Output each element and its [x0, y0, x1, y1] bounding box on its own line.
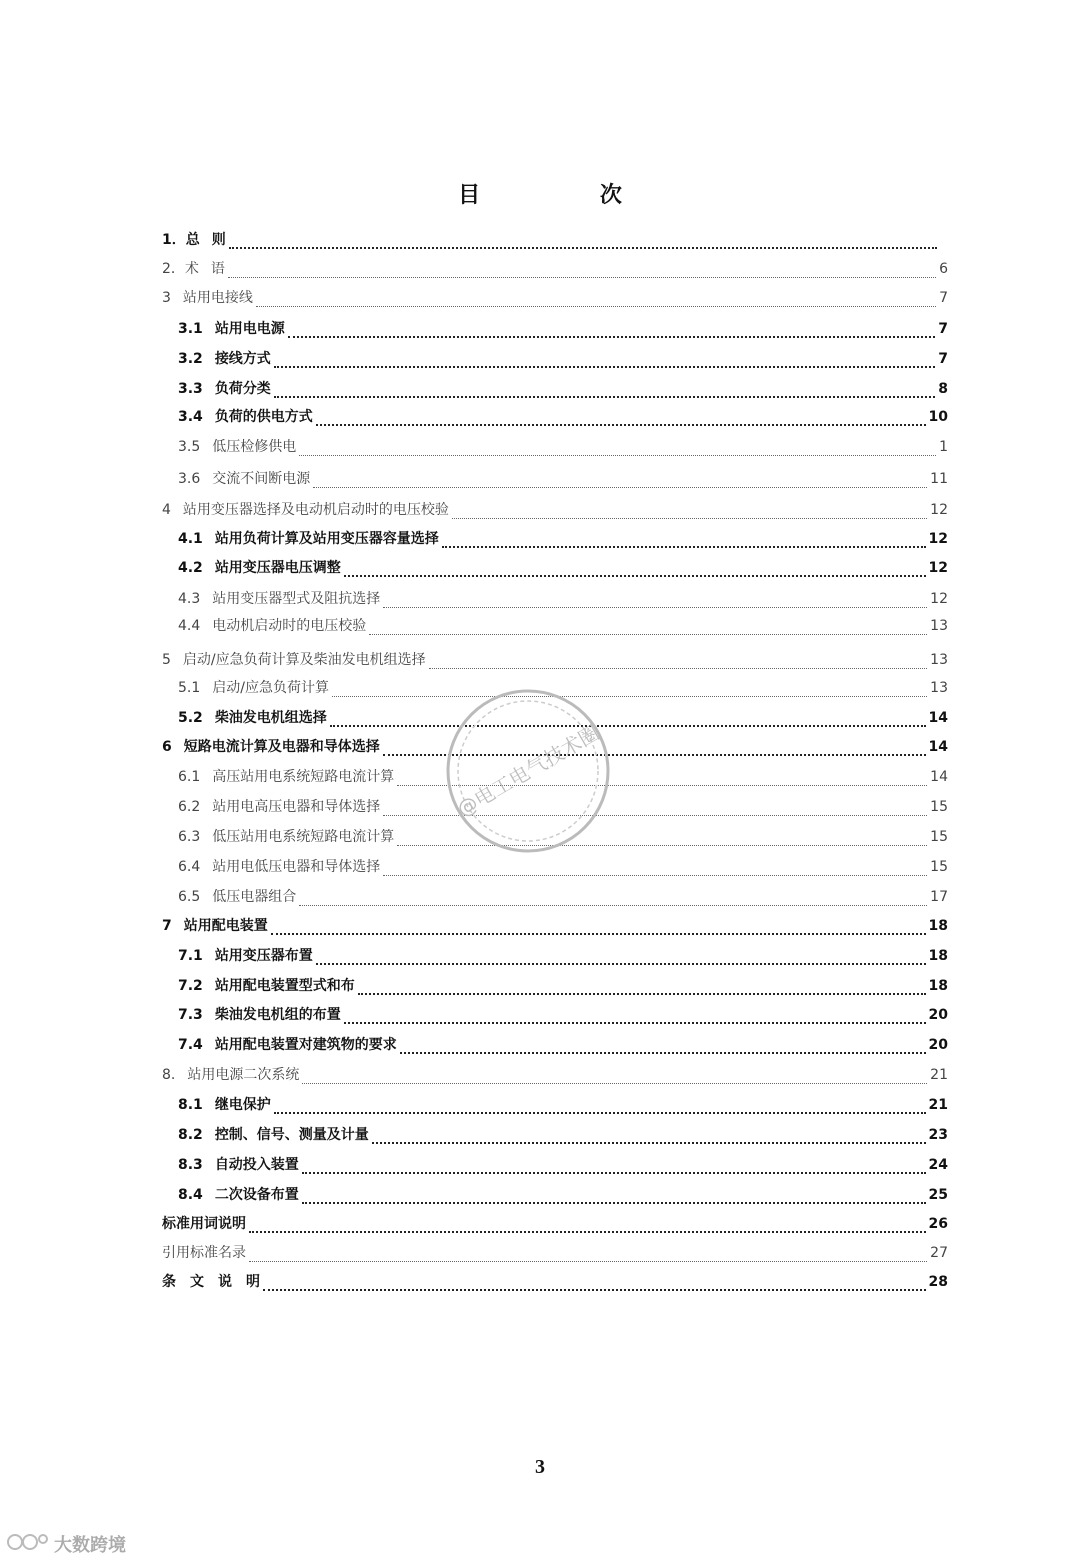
- toc-entry-leader: [249, 1245, 927, 1262]
- toc-entry-leader: [274, 380, 935, 398]
- toc-entry[interactable]: [178, 943, 948, 965]
- toc-entry-page: 15: [930, 859, 948, 875]
- toc-entry-page: 12: [928, 560, 948, 576]
- toc-entry-title: 负荷分类: [214, 381, 271, 397]
- toc-entry[interactable]: [162, 1062, 948, 1084]
- toc-entry-page: 18: [928, 918, 948, 934]
- toc-entry-leader: [302, 1067, 927, 1084]
- toc-entry-leader: [274, 1096, 926, 1114]
- toc-entry-number: 8.2: [178, 1127, 203, 1143]
- toc-entry-title: 二次设备布置: [214, 1187, 299, 1203]
- toc-entry-page: 23: [928, 1127, 948, 1143]
- toc-entry[interactable]: [178, 404, 948, 426]
- toc-entry-number: 3.6: [178, 471, 201, 487]
- toc-entry-title: 启动/应急负荷计算: [212, 680, 329, 696]
- toc-entry-title: 站用变压器电压调整: [214, 560, 341, 576]
- toc-entry-number: 6.5: [178, 889, 201, 905]
- toc-entry-number: 8.4: [178, 1187, 203, 1203]
- toc-entry-leader: [228, 261, 936, 278]
- toc-entry[interactable]: [178, 854, 948, 876]
- toc-entry-page: 6: [939, 261, 948, 277]
- toc-entry[interactable]: [162, 1211, 948, 1233]
- toc-entry-page: 14: [928, 739, 948, 755]
- toc-entry-title: 站用配电装置对建筑物的要求: [214, 1037, 397, 1053]
- toc-entry-number: 6.3: [178, 829, 201, 845]
- toc-entry[interactable]: [162, 227, 948, 249]
- toc-entry-number: 4.4: [178, 618, 201, 634]
- toc-entry-leader: [383, 591, 927, 608]
- toc-entry-number: 5.1: [178, 680, 201, 696]
- toc-entry-title: 交流不间断电源: [212, 471, 311, 487]
- toc-entry-page: 17: [930, 889, 948, 905]
- toc-entry-leader: [256, 290, 936, 307]
- toc-entry-title: 引用标准名录: [162, 1245, 246, 1261]
- toc-entry-page: 7: [938, 321, 948, 337]
- toc-entry-leader: [302, 1186, 926, 1204]
- toc-entry-title: 站用电高压电器和导体选择: [212, 799, 381, 815]
- toc-entry[interactable]: [178, 434, 948, 456]
- toc-entry-title: 高压站用电系统短路电流计算: [212, 769, 395, 785]
- page-title: 目 次: [458, 183, 678, 208]
- toc-entry-title: 启动/应急负荷计算及柴油发电机组选择: [182, 652, 426, 668]
- toc-entry-number: 5: [162, 652, 171, 668]
- toc-entry-page: 14: [930, 769, 948, 785]
- toc-entry-title: 站用变压器选择及电动机启动时的电压校验: [182, 502, 449, 518]
- toc-entry-title: 低压电器组合: [212, 889, 297, 905]
- toc-entry-leader: [332, 680, 927, 697]
- toc-entry[interactable]: [178, 555, 948, 577]
- toc-entry-title: 站用负荷计算及站用变压器容量选择: [214, 531, 439, 547]
- toc-entry-title: 短路电流计算及电器和导体选择: [183, 739, 380, 755]
- toc-entry-number: 3.5: [178, 439, 201, 455]
- toc-entry[interactable]: [162, 647, 948, 669]
- logo-icon: [6, 1531, 50, 1558]
- toc-entry-title: 语: [210, 261, 225, 277]
- toc-entry-number: 3.3: [178, 381, 203, 397]
- toc-entry-leader: [452, 502, 927, 519]
- toc-entry[interactable]: [178, 1002, 948, 1024]
- toc-entry-title: 自动投入装置: [214, 1157, 299, 1173]
- toc-entry-leader: [429, 652, 928, 669]
- toc-entry-title: 低压检修供电: [212, 439, 297, 455]
- toc-entry-number: 8.3: [178, 1157, 203, 1173]
- toc-entry[interactable]: [162, 1240, 948, 1262]
- toc-entry[interactable]: [178, 884, 948, 906]
- toc-entry-page: 15: [930, 829, 948, 845]
- toc-entry-page: 21: [928, 1097, 948, 1113]
- toc-entry-page: 12: [930, 591, 948, 607]
- toc-entry-leader: [372, 1126, 926, 1144]
- toc-entry-leader: [274, 350, 935, 368]
- toc-entry-leader: [299, 439, 936, 456]
- toc-entry[interactable]: [162, 913, 948, 935]
- toc-entry-page: 18: [928, 948, 948, 964]
- toc-entry-leader: [263, 1273, 926, 1291]
- toc-entry-page: 26: [928, 1216, 948, 1232]
- toc-entry-page: 15: [930, 799, 948, 815]
- toc-entry-page: 20: [928, 1037, 948, 1053]
- toc-entry-page: 13: [930, 618, 948, 634]
- toc-entry-page: 14: [928, 710, 948, 726]
- toc-entry[interactable]: [178, 586, 948, 608]
- toc-entry-number: 3.2: [178, 351, 203, 367]
- toc-entry-title: 站用电接线: [182, 290, 253, 306]
- toc-entry[interactable]: [178, 1032, 948, 1054]
- toc-entry-number: 6.2: [178, 799, 201, 815]
- toc-entry-number: 5.2: [178, 710, 203, 726]
- toc-entry-title: 柴油发电机组选择: [214, 710, 327, 726]
- toc-entry[interactable]: [178, 1152, 948, 1174]
- toc-entry-leader: [299, 889, 927, 906]
- toc-entry-number: 4.3: [178, 591, 201, 607]
- toc-entry-leader: [316, 947, 926, 965]
- toc-entry[interactable]: [178, 1122, 948, 1144]
- toc-entry-number: 7: [162, 918, 172, 934]
- toc-entry-title: 柴油发电机组的布置: [214, 1007, 341, 1023]
- toc-entry[interactable]: [178, 526, 948, 548]
- toc-entry[interactable]: [162, 1269, 948, 1291]
- toc-entry-page: 27: [930, 1245, 948, 1261]
- toc-entry-title: 继电保护: [214, 1097, 271, 1113]
- toc-entry-number: 6.4: [178, 859, 201, 875]
- toc-entry-title: 则: [211, 232, 226, 248]
- toc-entry-title: 负荷的供电方式: [214, 409, 313, 425]
- watermark-stamp: [443, 686, 613, 856]
- toc-entry-title: 站用配电装置: [183, 918, 268, 934]
- toc-entry-leader: [288, 320, 935, 338]
- toc-entry[interactable]: [162, 285, 948, 307]
- toc-entry-leader: [344, 1006, 926, 1024]
- logo-text: 大数跨境: [54, 1535, 126, 1556]
- toc-entry-title: 站用电低压电器和导体选择: [212, 859, 381, 875]
- toc-entry-title: 电动机启动时的电压校验: [212, 618, 367, 634]
- toc-entry[interactable]: [178, 973, 948, 995]
- footer-logo: [6, 1530, 126, 1558]
- toc-entry-number: 2．术: [162, 261, 199, 277]
- toc-entry[interactable]: [178, 346, 948, 368]
- toc-entry-leader: [229, 231, 937, 249]
- toc-entry[interactable]: [178, 376, 948, 398]
- toc-entry-page: 12: [928, 531, 948, 547]
- toc-entry-page: 21: [930, 1067, 948, 1083]
- toc-entry-page: 13: [930, 680, 948, 696]
- toc-entry-number: 4.2: [178, 560, 203, 576]
- toc-entry-page: 18: [928, 978, 948, 994]
- watermark-text: @电工电气技术圈: [452, 720, 604, 822]
- toc-entry-leader: [344, 559, 926, 577]
- toc-entry-title: 站用变压器布置: [214, 948, 313, 964]
- toc-entry-leader: [302, 1156, 926, 1174]
- toc-entry-number: 4.1: [178, 531, 203, 547]
- toc-entry-leader: [330, 709, 926, 727]
- toc-entry-title: 条 文 说 明: [162, 1274, 260, 1290]
- toc-entry-number: 6.1: [178, 769, 201, 785]
- toc-entry-title: 站用电源二次系统: [187, 1067, 300, 1083]
- toc-entry-leader: [271, 917, 926, 935]
- toc-entry-leader: [400, 1036, 926, 1054]
- toc-entry-number: 3: [162, 290, 171, 306]
- toc-entry-page: 25: [928, 1187, 948, 1203]
- toc-entry-page: 7: [938, 351, 948, 367]
- toc-entry-number: 7.4: [178, 1037, 203, 1053]
- toc-entry-number: 7.1: [178, 948, 203, 964]
- toc-entry-number: 8.1: [178, 1097, 203, 1113]
- toc-entry-title: 低压站用电系统短路电流计算: [212, 829, 395, 845]
- toc-entry-page: 11: [930, 471, 948, 487]
- toc-entry-leader: [313, 471, 927, 488]
- toc-entry-number: 3.4: [178, 409, 203, 425]
- toc-entry-leader: [316, 408, 926, 426]
- toc-entry-number: 7.3: [178, 1007, 203, 1023]
- toc-entry-title: 控制、信号、测量及计量: [214, 1127, 369, 1143]
- toc-entry[interactable]: [178, 466, 948, 488]
- toc-entry-number: 6: [162, 739, 172, 755]
- toc-entry-leader: [442, 530, 926, 548]
- toc-entry-page: 10: [928, 409, 948, 425]
- toc-entry-page: 12: [930, 502, 948, 518]
- page-number: 3: [535, 1456, 545, 1478]
- toc-entry-number: 8.: [162, 1067, 176, 1083]
- toc-entry-leader: [249, 1215, 926, 1233]
- toc-entry-title: 标准用词说明: [162, 1216, 246, 1232]
- toc-entry-number: 1．总: [162, 232, 200, 248]
- toc-entry[interactable]: [178, 316, 948, 338]
- toc-entry[interactable]: [162, 256, 948, 278]
- toc-entry-page: 7: [939, 290, 948, 306]
- toc-entry-page: 20: [928, 1007, 948, 1023]
- toc-entry-number: 7.2: [178, 978, 203, 994]
- toc-entry-page: 28: [928, 1274, 948, 1290]
- toc-entry[interactable]: [178, 613, 948, 635]
- toc-entry-title: 站用电电源: [214, 321, 285, 337]
- toc-entry[interactable]: [178, 1182, 948, 1204]
- toc-entry[interactable]: [162, 497, 948, 519]
- toc-entry-number: 3.1: [178, 321, 203, 337]
- toc-entry-page: 13: [930, 652, 948, 668]
- toc-entry-page: 8: [938, 381, 948, 397]
- toc-entry-leader: [369, 618, 927, 635]
- toc-entry-title: 站用配电装置型式和布: [214, 978, 355, 994]
- toc-entry-leader: [358, 977, 926, 995]
- toc-entry-title: 接线方式: [214, 351, 271, 367]
- toc-entry-leader: [383, 859, 927, 876]
- toc-entry[interactable]: [178, 1092, 948, 1114]
- toc-entry-title: 站用变压器型式及阻抗选择: [212, 591, 381, 607]
- toc-entry-number: 4: [162, 502, 171, 518]
- toc-entry-page: 24: [928, 1157, 948, 1173]
- toc-entry-page: 1: [939, 439, 948, 455]
